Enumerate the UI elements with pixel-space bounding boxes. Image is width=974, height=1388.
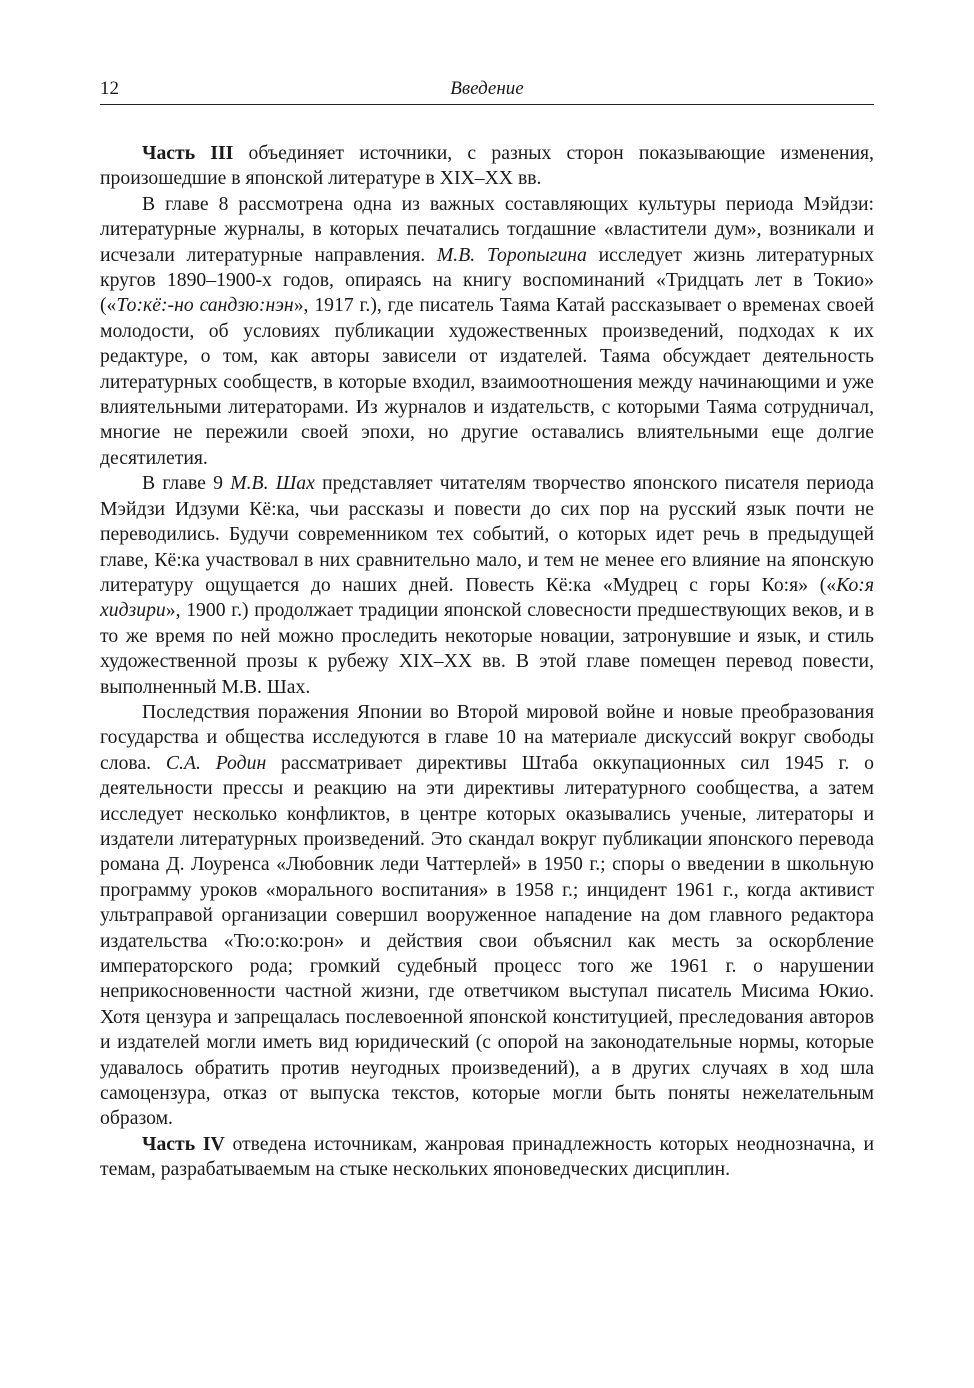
italic-term: То:кё:-но сандзю:нэн	[116, 294, 294, 317]
text-run: Последствия поражения Японии во Второй мировой войне и новые преобразования государства и общества исследуются в главе 10 на материале дискуссий вокруг свободы слова.	[100, 700, 874, 774]
text-run: исследует жизнь литературных кругов 1890–1900-х годов, опираясь на книгу воспоминаний «Тридцать лет в Токио» («	[100, 243, 874, 317]
paragraph-part-4-intro	[100, 1132, 874, 1183]
body-text	[100, 141, 874, 1183]
book-page	[100, 76, 874, 1183]
text-run: рассматривает директивы Штаба оккупационных сил 1945 г. о деятельности прессы и реакцию на эти директивы литературного сообщества, а затем исследует несколько конфликтов, в центре которых оказывались ученые, литераторы и издатели литературных произведений. Это скандал вокруг публикации японского перевода романа Д. Лоуренса «Любовник леди Чаттерлей» в 1950 г.; споры о введении в школьную программу уроков «морального воспитания» в 1958 г.; инцидент 1961 г., когда активист ультраправой организации совершил вооруженное нападение на дом главного редактора издательства «Тю:о:ко:рон» и действия свои объяснил как месть за оскорбление императорского рода; громкий судебный процесс того же 1961 г. о нарушении неприкосновенности частной жизни, где ответчиком выступал писатель Мисима Юкио. Хотя цензура и запрещалась послевоенной японской конституцией, преследования авторов и издателей могли иметь вид юридический (с опорой на законодательные нормы, которые удавалось обратить против неугодных произведений), а в других случаях в ход шла самоцензура, отказ от выпуска текстов, которые могли быть поняты нежелательным образом.	[100, 751, 874, 1130]
text-run: В главе 8 рассмотрена одна из важных составляющих культуры периода Мэйдзи: литературные журналы, в которых печатались тогдашние «властители дум», возникали и исчезали литературные направления.	[100, 192, 874, 266]
running-head	[100, 76, 874, 105]
italic-term: С.А. Родин	[165, 751, 267, 774]
italic-term: М.В. Шах	[230, 472, 315, 495]
italic-term: Ко:я хидзири	[100, 573, 874, 622]
paragraph-chapter-10	[100, 700, 874, 1132]
text-run: отведена источникам, жанровая принадлежность которых неоднозначна, и темам, разрабатываемым на стыке нескольких японоведческих дисциплин.	[100, 1132, 874, 1181]
paragraph-part-3-intro	[100, 141, 874, 192]
paragraph-chapter-8	[100, 192, 874, 471]
text-run: », 1917 г.), где писатель Таяма Катай рассказывает о временах своей молодости, об условиях публикации художественных произведений, подходах к их редактуре, о том, как авторы зависели от издателей. Таяма обсуждает деятельность литературных сообществ, в которые входил, взаимоотношения между начинающими и уже влиятельными литераторами. Из журналов и издательств, с которыми Таяма сотрудничал, многие не пережили своей эпохи, но другие оставались влиятельными еще долгие десятилетия.	[100, 294, 874, 469]
text-run: », 1900 г.) продолжает традиции японской словесности предшествующих веков, и в то же время по ней можно проследить некоторые новации, затронувшие и язык, и стиль художественной прозы к рубежу XIX–XX вв. В этой главе помещен перевод повести, выполненный М.В. Шах.	[100, 599, 874, 698]
bold-term: Часть III	[142, 142, 234, 164]
text-run: представляет читателям творчество японского писателя периода Мэйдзи Идзуми Кё:ка, чьи рассказы и повести до сих пор на русский язык почти не переводились. Будучи современником тех событий, о которых идет речь в предыдущей главе, Кё:ка участвовал в них сравнительно мало, и тем не менее его влияние на японскую литературу ощущается до наших дней. Повесть Кё:ка «Мудрец с горы Ко:я» («	[100, 472, 875, 596]
page-number: 12	[100, 78, 119, 99]
paragraph-chapter-9	[100, 471, 874, 700]
section-title: Введение	[450, 78, 524, 99]
text-run: В главе 9	[142, 472, 231, 495]
italic-term: М.В. Торопыгина	[436, 243, 587, 266]
bold-term: Часть IV	[142, 1132, 225, 1155]
text-run: объединяет источники, с разных сторон показывающие изменения, произошедшие в японской литературе в XIX–XX вв.	[100, 142, 874, 190]
